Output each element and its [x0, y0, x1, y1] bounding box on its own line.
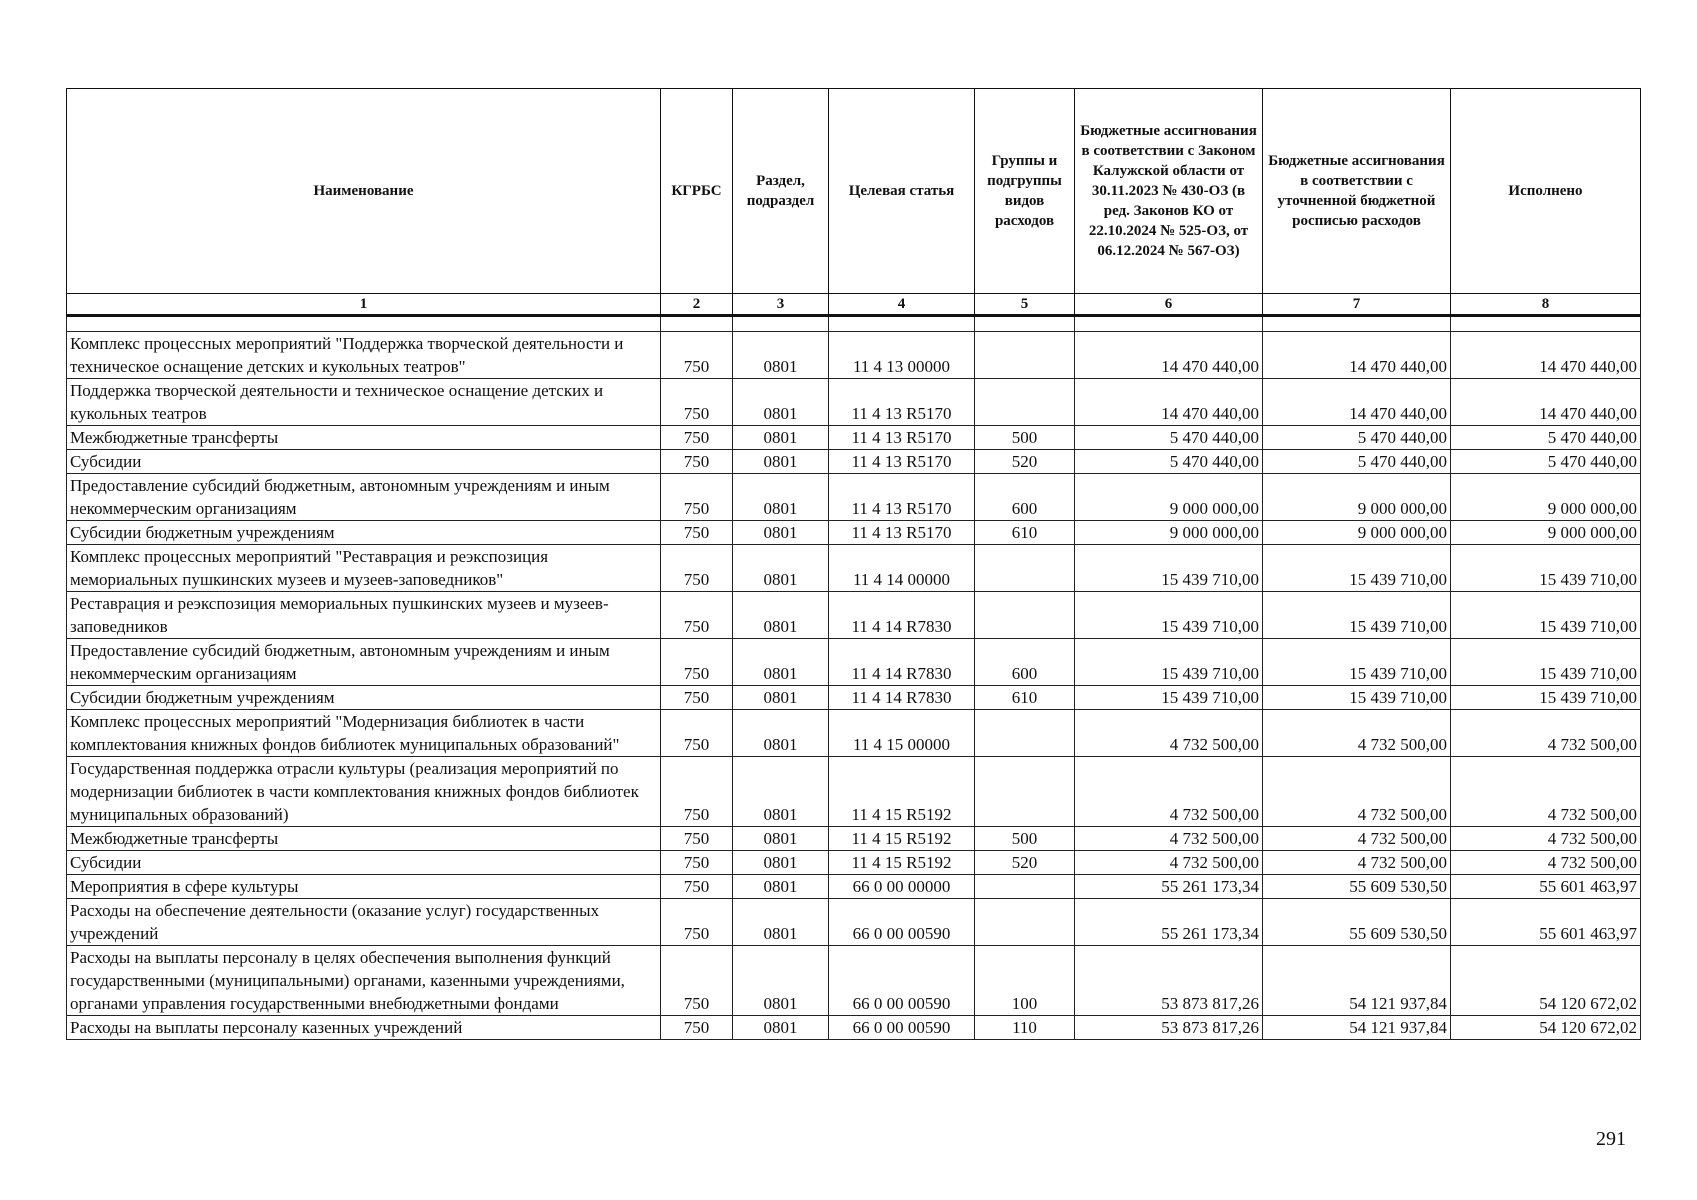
header-group: Группы и подгруппы видов расходов — [975, 89, 1075, 294]
row-amount-law: 15 439 710,00 — [1075, 592, 1263, 639]
row-kgrbs: 750 — [661, 1016, 733, 1040]
header-row — [67, 89, 1641, 294]
row-kgrbs: 750 — [661, 332, 733, 379]
row-group — [975, 875, 1075, 899]
row-target: 66 0 00 00590 — [829, 1016, 975, 1040]
table-row — [67, 757, 1641, 827]
row-target: 11 4 13 R5170 — [829, 379, 975, 426]
row-kgrbs: 750 — [661, 851, 733, 875]
row-amount-refined: 14 470 440,00 — [1263, 379, 1451, 426]
row-amount-law: 55 261 173,34 — [1075, 875, 1263, 899]
row-amount-refined: 15 439 710,00 — [1263, 592, 1451, 639]
row-amount-refined: 9 000 000,00 — [1263, 474, 1451, 521]
row-amount-executed: 54 120 672,02 — [1451, 1016, 1641, 1040]
row-amount-executed: 9 000 000,00 — [1451, 474, 1641, 521]
table-row — [67, 710, 1641, 757]
row-section: 0801 — [733, 332, 829, 379]
row-amount-law: 15 439 710,00 — [1075, 639, 1263, 686]
table-row — [67, 521, 1641, 545]
row-target: 11 4 14 00000 — [829, 545, 975, 592]
spacer-row — [67, 316, 1641, 332]
row-name: Расходы на выплаты персоналу казенных учреждений — [67, 1016, 661, 1040]
row-section: 0801 — [733, 875, 829, 899]
row-name: Межбюджетные трансферты — [67, 827, 661, 851]
table-row — [67, 545, 1641, 592]
row-target: 11 4 13 R5170 — [829, 521, 975, 545]
row-amount-refined: 4 732 500,00 — [1263, 710, 1451, 757]
column-number: 1 — [67, 294, 661, 316]
row-name: Мероприятия в сфере культуры — [67, 875, 661, 899]
row-name: Субсидии — [67, 450, 661, 474]
row-group — [975, 710, 1075, 757]
row-amount-executed: 9 000 000,00 — [1451, 521, 1641, 545]
row-section: 0801 — [733, 757, 829, 827]
row-target: 11 4 15 R5192 — [829, 757, 975, 827]
row-amount-law: 4 732 500,00 — [1075, 851, 1263, 875]
row-section: 0801 — [733, 827, 829, 851]
column-number: 4 — [829, 294, 975, 316]
row-amount-executed: 4 732 500,00 — [1451, 710, 1641, 757]
column-number: 3 — [733, 294, 829, 316]
row-name: Предоставление субсидий бюджетным, автономным учреждениям и иным некоммерческим организациям — [67, 474, 661, 521]
header-section: Раздел, подраздел — [733, 89, 829, 294]
table-row — [67, 899, 1641, 946]
row-amount-law: 15 439 710,00 — [1075, 545, 1263, 592]
row-amount-refined: 54 121 937,84 — [1263, 1016, 1451, 1040]
row-amount-law: 9 000 000,00 — [1075, 521, 1263, 545]
row-kgrbs: 750 — [661, 545, 733, 592]
header-name: Наименование — [67, 89, 661, 294]
column-number: 5 — [975, 294, 1075, 316]
row-kgrbs: 750 — [661, 899, 733, 946]
row-amount-executed: 15 439 710,00 — [1451, 545, 1641, 592]
row-group — [975, 379, 1075, 426]
row-amount-refined: 15 439 710,00 — [1263, 639, 1451, 686]
column-number: 2 — [661, 294, 733, 316]
row-kgrbs: 750 — [661, 827, 733, 851]
row-target: 11 4 15 00000 — [829, 710, 975, 757]
row-amount-refined: 55 609 530,50 — [1263, 875, 1451, 899]
row-amount-refined: 14 470 440,00 — [1263, 332, 1451, 379]
row-group: 520 — [975, 450, 1075, 474]
row-section: 0801 — [733, 710, 829, 757]
row-amount-law: 4 732 500,00 — [1075, 827, 1263, 851]
header-law: Бюджетные ассигнования в соответствии с Законом Калужской области от 30.11.2023 № 430-ОЗ (в ред. Законов КО от 22.10.2024 № 525-ОЗ, от 06.12.2024 № 567-ОЗ) — [1075, 89, 1263, 294]
table-body — [67, 316, 1641, 1040]
table-row — [67, 426, 1641, 450]
row-amount-refined: 5 470 440,00 — [1263, 426, 1451, 450]
row-group: 610 — [975, 686, 1075, 710]
budget-table — [66, 88, 1641, 1040]
row-group: 600 — [975, 639, 1075, 686]
row-amount-executed: 14 470 440,00 — [1451, 332, 1641, 379]
header-target: Целевая статья — [829, 89, 975, 294]
header-refined: Бюджетные ассигнования в соответствии с уточненной бюджетной росписью расходов — [1263, 89, 1451, 294]
row-section: 0801 — [733, 450, 829, 474]
table-row — [67, 686, 1641, 710]
row-amount-law: 5 470 440,00 — [1075, 426, 1263, 450]
row-amount-law: 53 873 817,26 — [1075, 946, 1263, 1016]
row-kgrbs: 750 — [661, 592, 733, 639]
row-name: Комплекс процессных мероприятий "Модернизация библиотек в части комплектования книжных фондов библиотек муниципальных образований" — [67, 710, 661, 757]
row-amount-executed: 4 732 500,00 — [1451, 851, 1641, 875]
row-amount-law: 9 000 000,00 — [1075, 474, 1263, 521]
row-amount-law: 14 470 440,00 — [1075, 332, 1263, 379]
row-amount-refined: 4 732 500,00 — [1263, 827, 1451, 851]
row-name: Комплекс процессных мероприятий "Поддержка творческой деятельности и техническое оснащение детских и кукольных театров" — [67, 332, 661, 379]
row-kgrbs: 750 — [661, 686, 733, 710]
row-target: 11 4 13 R5170 — [829, 450, 975, 474]
header-executed: Исполнено — [1451, 89, 1641, 294]
row-name: Расходы на обеспечение деятельности (оказание услуг) государственных учреждений — [67, 899, 661, 946]
row-amount-executed: 5 470 440,00 — [1451, 426, 1641, 450]
row-amount-executed: 4 732 500,00 — [1451, 827, 1641, 851]
row-group: 500 — [975, 827, 1075, 851]
row-group: 110 — [975, 1016, 1075, 1040]
row-section: 0801 — [733, 946, 829, 1016]
row-target: 66 0 00 00590 — [829, 899, 975, 946]
table-row — [67, 851, 1641, 875]
row-section: 0801 — [733, 851, 829, 875]
row-section: 0801 — [733, 545, 829, 592]
row-amount-law: 4 732 500,00 — [1075, 757, 1263, 827]
row-group: 100 — [975, 946, 1075, 1016]
row-target: 11 4 14 R7830 — [829, 639, 975, 686]
column-number-row — [67, 294, 1641, 316]
row-section: 0801 — [733, 592, 829, 639]
row-amount-refined: 5 470 440,00 — [1263, 450, 1451, 474]
row-amount-law: 55 261 173,34 — [1075, 899, 1263, 946]
row-target: 66 0 00 00000 — [829, 875, 975, 899]
row-amount-law: 5 470 440,00 — [1075, 450, 1263, 474]
row-kgrbs: 750 — [661, 426, 733, 450]
row-name: Расходы на выплаты персоналу в целях обеспечения выполнения функций государственными (муниципальными) органами, казенными учреждениями, органами управления государственными внебюджетными фондами — [67, 946, 661, 1016]
table-row — [67, 946, 1641, 1016]
table-row — [67, 474, 1641, 521]
column-number: 7 — [1263, 294, 1451, 316]
row-amount-executed: 4 732 500,00 — [1451, 757, 1641, 827]
row-amount-refined: 4 732 500,00 — [1263, 851, 1451, 875]
row-group — [975, 899, 1075, 946]
row-kgrbs: 750 — [661, 946, 733, 1016]
row-amount-refined: 15 439 710,00 — [1263, 545, 1451, 592]
row-amount-executed: 15 439 710,00 — [1451, 686, 1641, 710]
row-target: 11 4 15 R5192 — [829, 827, 975, 851]
table-row — [67, 875, 1641, 899]
row-section: 0801 — [733, 521, 829, 545]
row-group: 520 — [975, 851, 1075, 875]
row-name: Субсидии бюджетным учреждениям — [67, 521, 661, 545]
table-row — [67, 827, 1641, 851]
row-group: 600 — [975, 474, 1075, 521]
table-row — [67, 639, 1641, 686]
row-target: 11 4 13 R5170 — [829, 474, 975, 521]
row-name: Предоставление субсидий бюджетным, автономным учреждениям и иным некоммерческим организациям — [67, 639, 661, 686]
header-kgrbs: КГРБС — [661, 89, 733, 294]
row-section: 0801 — [733, 686, 829, 710]
column-number: 8 — [1451, 294, 1641, 316]
row-name: Субсидии бюджетным учреждениям — [67, 686, 661, 710]
row-name: Государственная поддержка отрасли культуры (реализация мероприятий по модернизации библиотек в части комплектования книжных фондов библиотек муниципальных образований) — [67, 757, 661, 827]
row-amount-refined: 15 439 710,00 — [1263, 686, 1451, 710]
row-amount-law: 15 439 710,00 — [1075, 686, 1263, 710]
row-amount-refined: 4 732 500,00 — [1263, 757, 1451, 827]
row-amount-executed: 15 439 710,00 — [1451, 639, 1641, 686]
row-target: 11 4 14 R7830 — [829, 686, 975, 710]
row-group — [975, 545, 1075, 592]
table-row — [67, 332, 1641, 379]
row-section: 0801 — [733, 899, 829, 946]
row-kgrbs: 750 — [661, 875, 733, 899]
row-target: 11 4 14 R7830 — [829, 592, 975, 639]
row-amount-executed: 55 601 463,97 — [1451, 875, 1641, 899]
table-row — [67, 450, 1641, 474]
row-name: Субсидии — [67, 851, 661, 875]
row-group — [975, 757, 1075, 827]
table-row — [67, 379, 1641, 426]
row-target: 11 4 13 R5170 — [829, 426, 975, 450]
row-group: 500 — [975, 426, 1075, 450]
row-group — [975, 592, 1075, 639]
row-kgrbs: 750 — [661, 639, 733, 686]
row-section: 0801 — [733, 426, 829, 450]
row-section: 0801 — [733, 379, 829, 426]
row-target: 11 4 15 R5192 — [829, 851, 975, 875]
row-kgrbs: 750 — [661, 710, 733, 757]
page-number: 291 — [1596, 1128, 1626, 1150]
budget-table-container — [66, 88, 1640, 1040]
row-target: 66 0 00 00590 — [829, 946, 975, 1016]
row-amount-executed: 15 439 710,00 — [1451, 592, 1641, 639]
row-amount-refined: 55 609 530,50 — [1263, 899, 1451, 946]
row-amount-executed: 54 120 672,02 — [1451, 946, 1641, 1016]
row-amount-executed: 5 470 440,00 — [1451, 450, 1641, 474]
row-amount-law: 53 873 817,26 — [1075, 1016, 1263, 1040]
row-kgrbs: 750 — [661, 474, 733, 521]
row-kgrbs: 750 — [661, 450, 733, 474]
row-name: Поддержка творческой деятельности и техническое оснащение детских и кукольных театров — [67, 379, 661, 426]
row-amount-executed: 55 601 463,97 — [1451, 899, 1641, 946]
row-section: 0801 — [733, 1016, 829, 1040]
row-amount-executed: 14 470 440,00 — [1451, 379, 1641, 426]
row-kgrbs: 750 — [661, 521, 733, 545]
table-row — [67, 592, 1641, 639]
column-number: 6 — [1075, 294, 1263, 316]
row-section: 0801 — [733, 474, 829, 521]
row-section: 0801 — [733, 639, 829, 686]
row-amount-refined: 54 121 937,84 — [1263, 946, 1451, 1016]
row-kgrbs: 750 — [661, 379, 733, 426]
row-amount-law: 14 470 440,00 — [1075, 379, 1263, 426]
row-group — [975, 332, 1075, 379]
table-row — [67, 1016, 1641, 1040]
row-amount-refined: 9 000 000,00 — [1263, 521, 1451, 545]
row-group: 610 — [975, 521, 1075, 545]
row-name: Межбюджетные трансферты — [67, 426, 661, 450]
row-kgrbs: 750 — [661, 757, 733, 827]
row-amount-law: 4 732 500,00 — [1075, 710, 1263, 757]
row-target: 11 4 13 00000 — [829, 332, 975, 379]
row-name: Комплекс процессных мероприятий "Реставрация и реэкспозиция мемориальных пушкинских музеев и музеев-заповедников" — [67, 545, 661, 592]
row-name: Реставрация и реэкспозиция мемориальных пушкинских музеев и музеев-заповедников — [67, 592, 661, 639]
